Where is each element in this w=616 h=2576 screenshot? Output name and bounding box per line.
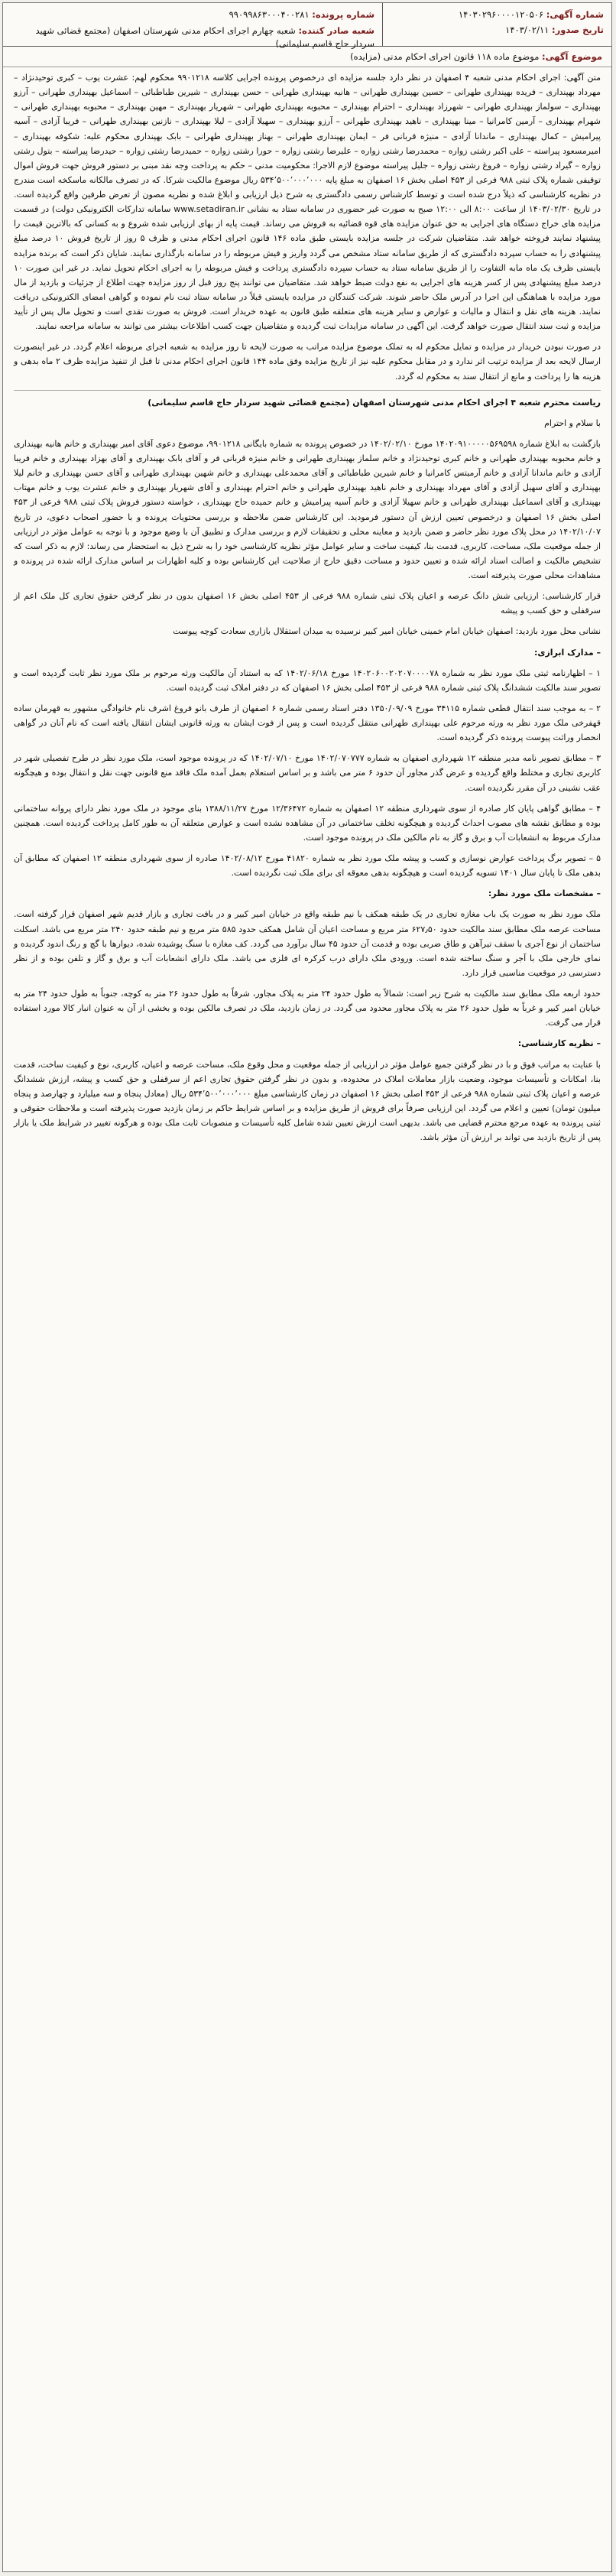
body-paragraph: قرار کارشناسی: ارزیابی شش دانگ عرصه و اعیان پلاک ثبتی شماره ۹۸۸ فرعی از ۴۵۳ اصلی بخش ۱۶ اصفهان بدون در نظر گرفتن حقوق تجاری کل ملک اعم از سرقفلی و حق کسب و پیشه [14, 591, 601, 616]
issuing-branch-label: شعبه صادر کننده: [298, 25, 374, 36]
notice-number-line [391, 9, 604, 20]
issuing-branch: شعبه چهارم اجرای احکام مدنی شهرستان اصفهان (مجتمع قضائی شهید سردار حاج قاسم سلیمانی) [35, 25, 374, 49]
file-number-label: شماره پرونده: [312, 9, 374, 20]
notice-header [3, 3, 611, 47]
body-paragraph: ۳ – مطابق تصویر نامه مدیر منطقه ۱۲ شهرداری اصفهان به شماره ۱۴۰۲/۰۷۰۷۷۷ مورخ ۱۴۰۲/۰۷/۱۰ که در پرونده موجود است، ملک مورد نظر در طرح تفصیلی شهر در کاربری تجاری و مختلط واقع گردیده و عرض گذر مجاور آن حدود ۶ متر می باشد و بر اساس استعلام بعمل آمده ملک فاقد منع قانونی جهت نقل و انتقال بوده و هیچگونه عقب نشینی در آن مقرر نگردیده است. [14, 753, 601, 793]
header-left [3, 3, 382, 49]
body-paragraph: نشانی محل مورد بازدید: اصفهان خیابان امام خمینی خیابان امیر کبیر نرسیده به میدان استقلال بازاری سعادت کوچه پیوست [173, 626, 601, 637]
notice-page [2, 2, 612, 2572]
body-paragraph: ۲ – به موجب سند انتقال قطعی شماره ۳۴۱۱۵ مورخ ۱۳۵۰/۰۹/۰۹ دفتر اسناد رسمی شماره ۶ اصفهان از طرف بانو فروغ اشرف نام خانوادگی مشهور به قهرمان ساده قهفرخی ملک مورد نظر به ورثه مرحوم علی بهپنداری طهرانی منتقل گردیده است و پس از فوت ایشان به ورثه قانونی ایشان انتقال یافته است که نام آنان در گواهی انحصار وراثت پیوست پرونده ذکر گردیده است. [14, 703, 601, 743]
issue-date-label: تاریخ صدور: [552, 24, 604, 35]
topic-text: موضوع ماده ۱۱۸ قانون اجرای احکام مدنی (مزایده) [350, 51, 540, 62]
addressee-heading: ریاست محترم شعبه ۴ اجرای احکام مدنی شهرستان اصفهان (مجتمع قضائی شهید سردار حاج قاسم سلیمانی) [148, 397, 601, 408]
notice-number-label: شماره آگهی: [546, 9, 604, 20]
notice-number: ۱۴۰۳۰۲۹۶۰۰۰۰۱۲۰۵۰۶ [458, 9, 544, 20]
issue-date-line [391, 24, 604, 35]
body-paragraph: ملک مورد نظر به صورت یک باب مغازه تجاری در یک طبقه همکف با نیم طبقه واقع در خیابان امیر کبیر و در بافت تجاری و بازار قدیم شهر اصفهان قرار گرفته است. مساحت عرصه ملک مطابق سند مالکیت حدود ۶۲۷٫۵۰ متر مربع و مساحت اعیان آن شامل همکف حدود ۵۸۵ متر مربع و نیم طبقه حدود ۲۴۰ متر مربع می باشد. اسکلت ساختمان از نوع آجری با سقف تیرآهن و طاق ضربی بوده و قدمت آن حدود ۴۵ سال برآورد می گردد. کف مغازه با سنگ پوشیده شده، دیوارها با گچ و رنگ اندود گردیده و نمای خارجی ملک با آجر و سنگ ساخته شده است. ورودی ملک دارای درب کرکره ای فلزی می باشد. ملک دارای انشعابات آب و برق و گاز و تلفن بوده و از نظر دسترسی در موقعیت مناسبی قرار دارد. [14, 909, 601, 978]
file-number-line [11, 9, 374, 20]
body-paragraph: در صورت نبودن خریدار در مزایده و تمایل محکوم له به تملک موضوع مزایده مراتب به صورت لایحه تا روز مزایده به شعبه اجرای مربوطه اعلام گردد. در غیر اینصورت ارسال لایحه بعد از مزایده ترتیب اثر ندارد و در مقابل محکوم علیه نیز از تاریخ مزایده وفق ماده ۱۴۴ قانون اجرای احکام مدنی تا قبل از تنفیذ مزایده ظرف ۲ ماه بدهی و هزینه ها را پرداخت و مانع از انتقال سند به محکوم له گردد. [14, 342, 601, 382]
header-right [382, 3, 611, 46]
body-paragraph: متن آگهی: اجرای احکام مدنی شعبه ۴ اصفهان در نظر دارد جلسه مزایده ای درخصوص پرونده اجرایی کلاسه ۹۹۰۱۲۱۸ محکوم لهم: عشرت یوب – کبری توحیدنژاد – مهرداد بهپنداری – فریده بهپنداری طهرانی – حسین بهپنداری طهرانی – هانیه بهپنداری طهرانی – حسن بهپنداری – شیرین طباطبائی – اسماعیل بهپنداری طهرانی – آرزو بهپنداری – سولماز بهپنداری طهرانی – شهرزاد بهپنداری – احترام بهپنداری – محبوبه بهپنداری طهرانی – شهریار بهپنداری – مهین بهپنداری – محبوبه بهپنداری طهرانی – شهرام بهپنداری – آرمین کامرانیا – مینا بهپنداری – ناهید بهپنداری طهرانی – آرزو بهپنداری – سهیلا آزادی – لیلا بهپنداری – نازنین بهپنداری طهرانی – فریبا آزادی – آسیه پیرامیش – کمال بهپنداری – ماندانا آزادی – منیژه قربانی فر – ایمان بهپنداری طهرانی – بهناز بهپنداری طهرانی – بابک بهپنداری محکوم علیه: شکوفه بهپنداری – امیرمسعود پیراسته – علی اکبر رشتی زواره – محمدرضا رشتی زواره – علیرضا رشتی زواره – حورا رشتی زواره – حمیدرضا رشتی زواره – حیدرضا پیراسته – بتول رشتی زواره – گیراد رشتی زواره – فروغ رشتی زواره – جلیل پیراسته موضوع لازم الاجرا: محکومیت مدنی – حکم به پرداخت وجه نقد مبنی بر دستور فروش جهت فروش اموال توقیفی شماره پلاک ثبتی ۹۸۸ فرعی از ۴۵۳ اصلی بخش ۱۶ اصفهان به مبلغ پایه ۵۳۴٬۵۰۰٬۰۰۰٬۰۰۰ ریال موضوع مالکیت شرکا. که در تصرف مالکانه ماسکخه است مندرج در نظریه کارشناسی که ذیلاً درج شده است و توسط کارشناس رسمی دادگستری به شرح ذیل ارزیابی و ابلاغ شده و نظریه مصون از تعرض طرفین واقع گردیده است. در تاریخ ۱۴۰۳/۰۲/۳۰ از ساعت ۸:۰۰ الی ۱۲:۰۰ صبح به صورت غیر حضوری در سامانه ستاد به نشانی www.setadiran.ir سامانه تدارکات الکترونیکی دولت) در قسمت مزایده های خراج دستگاه های اجرایی به حق عنوان مزایده های قوه قضائیه به فروش می رساند. قیمت پایه از بهای ارزیابی شده شروع و به کسانی که بالاترین قیمت را پیشنهاد نمایند فروخته خواهد شد. متقاضیان شرکت در جلسه مزایده بایستی طبق ماده ۱۴۶ قانون اجرای احکام مدنی و ظرف ۵ روز از تاریخ فروش ۱۰ درصد مبلغ پیشنهادی را به حساب سپرده دادگستری که از طریق سامانه ستاد مشخص می گردد واریز و فیش مربوطه را در سامانه بارگذاری نمایند. شایان ذکر است که برنده مزایده بایستی ظرف یک ماه مابه التفاوت را از طریق سامانه ستاد به حساب سپرده دادگستری پرداخت و فیش مربوطه را به اجرای احکام تحویل نماید. در غیر این صورت ۱۰ درصد مبلغ پیشنهادی پس از کسر هزینه های اجرایی به نفع دولت ضبط خواهد شد. متقاضیان می توانند پنج روز قبل از روز مزایده جهت اطلاع از جزئیات و بازدید از مال مورد مزایده با هماهنگی این اجرا در آدرس ملک حاضر شوند. شرکت کنندگان در مزایده بایستی قبلاً در سامانه ستاد ثبت نام نموده و گواهی امضای الکترونیکی دریافت نمایند. هزینه های نقل و انتقال و مالیات و عوارض و سایر هزینه های متعلقه طبق قانون به عهده خریدار است. فروش به صورت نقدی است و تحویل مال پس از تأیید مزایده و ثبت سند انتقال صورت خواهد گرفت. این آگهی در سامانه مزایدات ثبت گردیده و متقاضیان جهت کسب اطلاعات بیشتر می توانند به سامانه مراجعه نمایند. [14, 73, 601, 332]
body-paragraph: ۴ – مطابق گواهی پایان کار صادره از سوی شهرداری منطقه ۱۲ اصفهان به شماره ۱۲/۳۶۴۷۲ مورخ ۱۳۸۸/۱۱/۲۷ بنای موجود در ملک مورد نظر دارای پروانه ساختمانی بوده و مطابق نقشه های مصوب احداث گردیده و هیچگونه تخلف ساختمانی در آن مشاهده نشده است و عوارض متعلقه آن به طور کامل پرداخت گردیده است. همچنین مدارک مربوط به انشعابات آب و برق و گاز به نام مالکین ملک در پرونده موجود است. [14, 803, 601, 843]
body-paragraph: با عنایت به مراتب فوق و با در نظر گرفتن جمیع عوامل مؤثر در ارزیابی از جمله موقعیت و محل وقوع ملک، مساحت عرصه و اعیان، کاربری، نوع و کیفیت ساخت، قدمت بنا، امکانات و تأسیسات موجود، وضعیت بازار معاملات املاک در محدوده، و بدون در نظر گرفتن حقوق تجاری اعم از سرقفلی و حق کسب و پیشه، ارزش ششدانگ عرصه و اعیان پلاک ثبتی شماره ۹۸۸ فرعی از ۴۵۳ اصلی بخش ۱۶ اصفهان در زمان کارشناسی مبلغ ۵۳۴٬۵۰۰٬۰۰۰٬۰۰۰ ریال (معادل پنجاه و سه میلیارد و چهارصد و پنجاه میلیون تومان) تعیین و اعلام می گردد. این ارزیابی صرفاً برای فروش از طریق مزایده و بر اساس شرایط حاکم بر زمان بازدید صورت پذیرفته است و ملاحظات حقوقی و ثبتی پرونده به عهده مرجع محترم قضایی می باشد. بدیهی است ارزش تعیین شده شامل کلیه تأسیسات و منصوبات ثابت ملک بوده و هرگونه تغییر در شرایط ملک یا بازار پس از تاریخ بازدید می تواند بر ارزش آن مؤثر باشد. [14, 1059, 601, 1143]
section-heading: – مشخصات ملک مورد نظر: [488, 888, 601, 899]
section-heading: – مدارک ابرازی: [533, 647, 601, 658]
body-paragraph: بازگشت به ابلاغ شماره ۱۴۰۲۰۹۱۰۰۰۰۰۵۶۹۵۹۸ مورخ ۱۴۰۲/۰۲/۱۰ در خصوص پرونده به شماره بایگانی ۹۹۰۱۲۱۸، موضوع دعوی آقای امیر بهپنداری و خانم هانیه بهپنداری و خانم محبوبه بهپنداری طهرانی و خانم کبری توحیدنژاد و خانم سلماز بهپنداری طهرانی و خانم منیژه قربانی فر و آقای بابک بهپنداری و آقای بهزاد بهپنداری و خانم فریبا آزادی و خانم ماندانا آزادی و خانم آرمیتس کامرانیا و خانم شیرین طباطبائی و آقای محمدعلی بهپنداری و خانم شهین بهپنداری طهرانی و آقای حسن بهپنداری و خانم لیلا بهپنداری و آقای سهیل آزادی و آقای مهرداد بهپنداری و خانم ناهید بهپنداری طهرانی و خانم احترام بهپنداری و آقای شهریار بهپنداری و خانم عشرت یوب و خانم مهتاب بهپنداری و آقای اسماعیل بهپنداری طهرانی و خانم سهیلا آزادی و خانم آسیه پیرامیش و خانم حمیده حاج بهپنداری ، خواسته دستور فروش پلاک ثبتی ۹۸۸ فرعی از ۴۵۳ اصلی بخش ۱۶ اصفهان و درخصوص تعیین ارزش آن دستور فرمودید. این کارشناس ضمن ملاحظه و بررسی محتویات پرونده و با حضور اصحاب دعوی، در تاریخ ۱۴۰۲/۱۰/۰۷ در محل پلاک مورد نظر حاضر و ضمن بازدید و معاینه محلی و تحقیقات لازم و بررسی مدارک و تطبیق آن با وضع موجود و با توجه به عوامل مؤثر در ارزیابی از جمله موقعیت ملک، مساحت، کاربری، قدمت بنا، کیفیت ساخت و سایر عوامل مؤثر نظریه کارشناسی خود را به شرح ذیل به استحضار می رساند: لازم به ذکر است که تشخیص مالکیت و اصالت اسناد ارائه شده و تعیین حدود و مساحت دقیق خارج از صلاحیت این کارشناس بوده و کلیه اظهارات بر اساس مدارک ارائه شده در پرونده و مشاهدات محلی صورت پذیرفته است. [14, 438, 601, 580]
issue-date: ۱۴۰۳/۰۲/۱۱ [505, 24, 550, 35]
notice-body [3, 67, 611, 1145]
body-paragraph: ۵ – تصویر برگ پرداخت عوارض نوسازی و کسب و پیشه ملک مورد نظر به شماره ۴۱۸۲۰ مورخ ۱۴۰۲/۰۸/۱۲ صادره از سوی شهرداری منطقه ۱۲ اصفهان که مطابق آن بدهی ملک تا پایان سال ۱۴۰۱ تسویه گردیده است و هیچگونه بدهی معوقه ای برای ملک ثبت نگردیده است. [14, 853, 601, 879]
issuing-branch-line [11, 24, 374, 50]
file-number: ۹۹۰۹۹۸۶۳۰۰۰۴۰۰۲۸۱ [229, 9, 310, 20]
body-paragraph: با سلام و احترام [544, 417, 601, 428]
topic-label: موضوع آگهی: [542, 51, 602, 62]
section-divider [14, 390, 601, 391]
body-paragraph: ۱ – اظهارنامه ثبتی ملک مورد نظر به شماره ۱۴۰۲۰۶۰۰۲۰۲۰۷۰۰۰۰۷۸ مورخ ۱۴۰۲/۰۶/۱۸ که به استناد آن مالکیت ورثه مرحوم بر ملک مورد نظر ثابت گردیده است و تصویر سند مالکیت ششدانگ پلاک ثبتی شماره ۹۸۸ فرعی از ۴۵۳ اصلی بخش ۱۶ اصفهان که در دفتر املاک ثبت گردیده است. [14, 668, 601, 693]
body-paragraph: حدود اربعه ملک مطابق سند مالکیت به شرح زیر است: شمالاً به طول حدود ۲۴ متر به پلاک مجاور، شرقاً به طول حدود ۲۶ متر به کوچه، جنوباً به طول حدود ۲۴ متر به خیابان امیر کبیر و غرباً به طول حدود ۲۶ متر به پلاک مجاور محدود می گردد. در زمان بازدید، ملک در تصرف مالکین بوده و بخشی از آن به عنوان انبار کالا مورد استفاده قرار می گرفت. [14, 989, 601, 1028]
section-heading: – نظریه کارشناسی: [517, 1038, 601, 1049]
